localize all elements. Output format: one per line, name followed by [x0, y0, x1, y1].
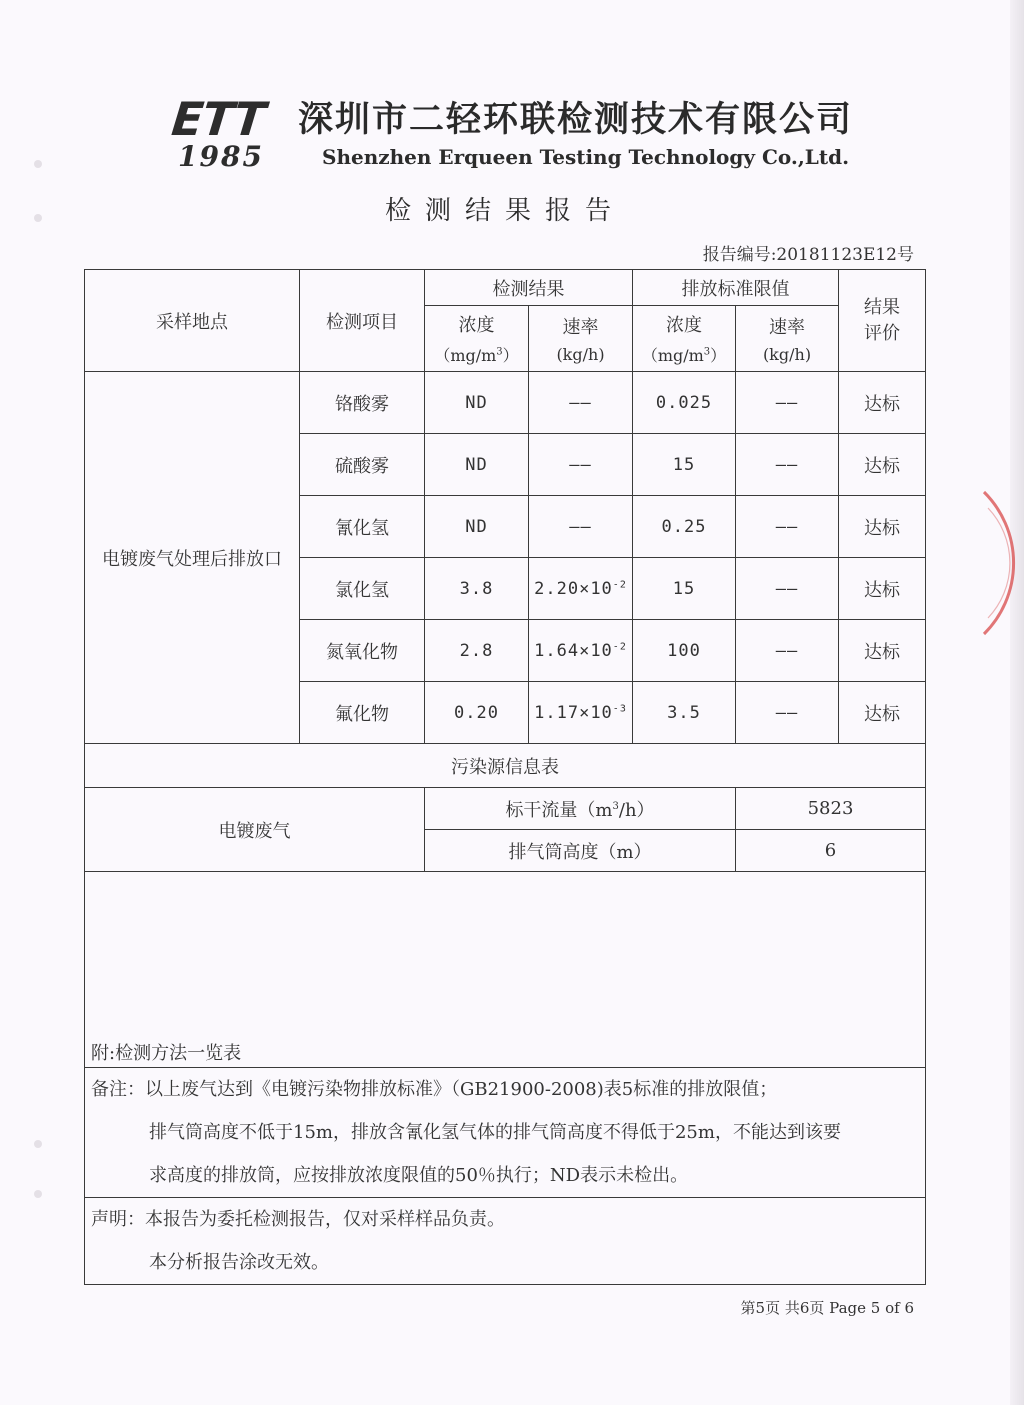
row-limit-conc: 15 — [633, 434, 736, 496]
row-eval: 达标 — [839, 496, 926, 558]
row-limit-rate: —— — [736, 558, 839, 620]
sub-limit-rate-header — [736, 306, 839, 372]
binding-hole — [34, 1190, 42, 1198]
sub-rate-label: 速率 — [562, 317, 599, 338]
sub-rate-header — [529, 306, 633, 372]
row-item: 氮氧化物 — [300, 620, 425, 682]
col-location-header: 采样地点 — [85, 270, 300, 372]
row-item: 氰化氢 — [300, 496, 425, 558]
unit-conc-sup: 3 — [703, 346, 711, 358]
rate-exponent: -2 — [612, 640, 627, 652]
source-name: 电镀废气 — [85, 788, 425, 872]
rate-value: 1.64×10 — [534, 640, 613, 661]
flow-label — [425, 788, 736, 830]
row-limit-conc: 15 — [633, 558, 736, 620]
page-edge — [1010, 0, 1024, 1405]
rate-exponent: -3 — [612, 702, 627, 714]
appendix-cell — [85, 872, 926, 1068]
row-eval: 达标 — [839, 620, 926, 682]
group-result-header: 检测结果 — [425, 270, 633, 306]
row-item: 氯化氢 — [300, 558, 425, 620]
row-conc: 0.20 — [425, 682, 529, 744]
row-limit-rate: —— — [736, 372, 839, 434]
report-number: 报告编号:20181123E12号 — [702, 245, 914, 265]
rate-value: 1.17×10 — [534, 702, 613, 723]
col-eval-label: 结果评价 — [864, 296, 900, 344]
rate-exponent: -2 — [612, 578, 627, 590]
statement-line: 本分析报告涂改无效。 — [149, 1252, 329, 1273]
page-footer: 第5页 共6页 Page 5 of 6 — [740, 1299, 914, 1317]
remark-line: 排气筒高度不低于15m，排放含氰化氢气体的排气筒高度不得低于25m，不能达到该要 — [149, 1122, 841, 1143]
row-rate — [529, 372, 633, 434]
height-label: 排气筒高度（m） — [425, 830, 736, 872]
flow-value: 5823 — [736, 788, 926, 830]
flow-label-sup: 3 — [612, 800, 619, 812]
height-value: 6 — [736, 830, 926, 872]
row-item: 硫酸雾 — [300, 434, 425, 496]
rate-value: —— — [569, 392, 592, 413]
row-conc: ND — [425, 434, 529, 496]
report-title: 检测结果报告 — [384, 196, 625, 226]
row-rate — [529, 496, 633, 558]
source-title-row — [85, 744, 926, 788]
row-item: 氟化物 — [300, 682, 425, 744]
unit-conc-suffix: ） — [502, 346, 519, 365]
source-row — [85, 788, 926, 830]
sub-limit-conc-header — [633, 306, 736, 372]
unit-rate: (kg/h) — [556, 345, 605, 364]
row-eval: 达标 — [839, 434, 926, 496]
unit-conc — [633, 343, 735, 366]
row-conc: ND — [425, 372, 529, 434]
unit-rate: (kg/h) — [762, 345, 812, 364]
red-seal-stamp — [948, 488, 1018, 638]
sub-rate-label: 速率 — [769, 317, 805, 338]
rate-value: —— — [569, 454, 592, 475]
remark-row — [85, 1068, 926, 1198]
group-limit-header: 排放标准限值 — [633, 270, 839, 306]
company-name-en: Shenzhen Erqueen Testing Technology Co.,Ltd. — [322, 145, 850, 169]
table-row — [85, 372, 926, 434]
flow-label-prefix: 标干流量（m — [505, 799, 613, 821]
statement-line: 声明：本报告为委托检测报告，仅对采样样品负责。 — [91, 1209, 505, 1230]
remark-cell — [85, 1068, 926, 1198]
row-conc: 2.8 — [425, 620, 529, 682]
row-rate — [529, 558, 633, 620]
col-eval-header — [839, 270, 926, 372]
row-rate — [529, 682, 633, 744]
row-eval: 达标 — [839, 372, 926, 434]
binding-hole — [34, 1140, 42, 1148]
rate-value: —— — [569, 516, 592, 537]
row-eval: 达标 — [839, 558, 926, 620]
sampling-location: 电镀废气处理后排放口 — [85, 372, 300, 744]
logo-year: 1985 — [178, 140, 264, 173]
statement-cell — [85, 1198, 926, 1285]
binding-hole — [34, 160, 42, 168]
remark-line: 求高度的排放筒，应按排放浓度限值的50％执行；ND表示未检出。 — [149, 1165, 689, 1186]
row-conc: 3.8 — [425, 558, 529, 620]
row-limit-conc: 0.25 — [633, 496, 736, 558]
statement-row — [85, 1198, 926, 1285]
unit-conc-sup: 3 — [496, 346, 503, 358]
row-limit-conc: 0.025 — [633, 372, 736, 434]
appendix-label: 附:检测方法一览表 — [91, 1043, 242, 1064]
row-eval: 达标 — [839, 682, 926, 744]
logo-text: ETT — [169, 92, 268, 146]
sub-conc-label: 浓度 — [458, 315, 495, 336]
row-conc: ND — [425, 496, 529, 558]
unit-conc-suffix: ） — [710, 346, 727, 365]
unit-conc — [425, 343, 528, 366]
sub-conc-label: 浓度 — [666, 315, 702, 336]
results-table — [84, 269, 926, 1285]
header-row-1 — [85, 270, 926, 306]
row-limit-conc: 3.5 — [633, 682, 736, 744]
company-name-cn: 深圳市二轻环联检测技术有限公司 — [298, 100, 854, 140]
sub-conc-header — [425, 306, 529, 372]
col-item-header: 检测项目 — [300, 270, 425, 372]
unit-conc-prefix: （mg/m — [641, 346, 704, 365]
source-table-title: 污染源信息表 — [85, 744, 926, 788]
company-logo — [169, 92, 282, 173]
row-item: 铬酸雾 — [300, 372, 425, 434]
flow-label-suffix: /h） — [618, 799, 655, 821]
unit-conc-prefix: （mg/m — [434, 346, 497, 365]
appendix-row — [85, 872, 926, 1068]
row-limit-conc: 100 — [633, 620, 736, 682]
row-limit-rate: —— — [736, 496, 839, 558]
row-rate — [529, 620, 633, 682]
remark-line: 备注：以上废气达到《电镀污染物排放标准》（GB21900-2008)表5标准的排放限值； — [91, 1079, 778, 1100]
row-rate — [529, 434, 633, 496]
row-limit-rate: —— — [736, 620, 839, 682]
row-limit-rate: —— — [736, 434, 839, 496]
rate-value: 2.20×10 — [534, 578, 613, 599]
row-limit-rate: —— — [736, 682, 839, 744]
